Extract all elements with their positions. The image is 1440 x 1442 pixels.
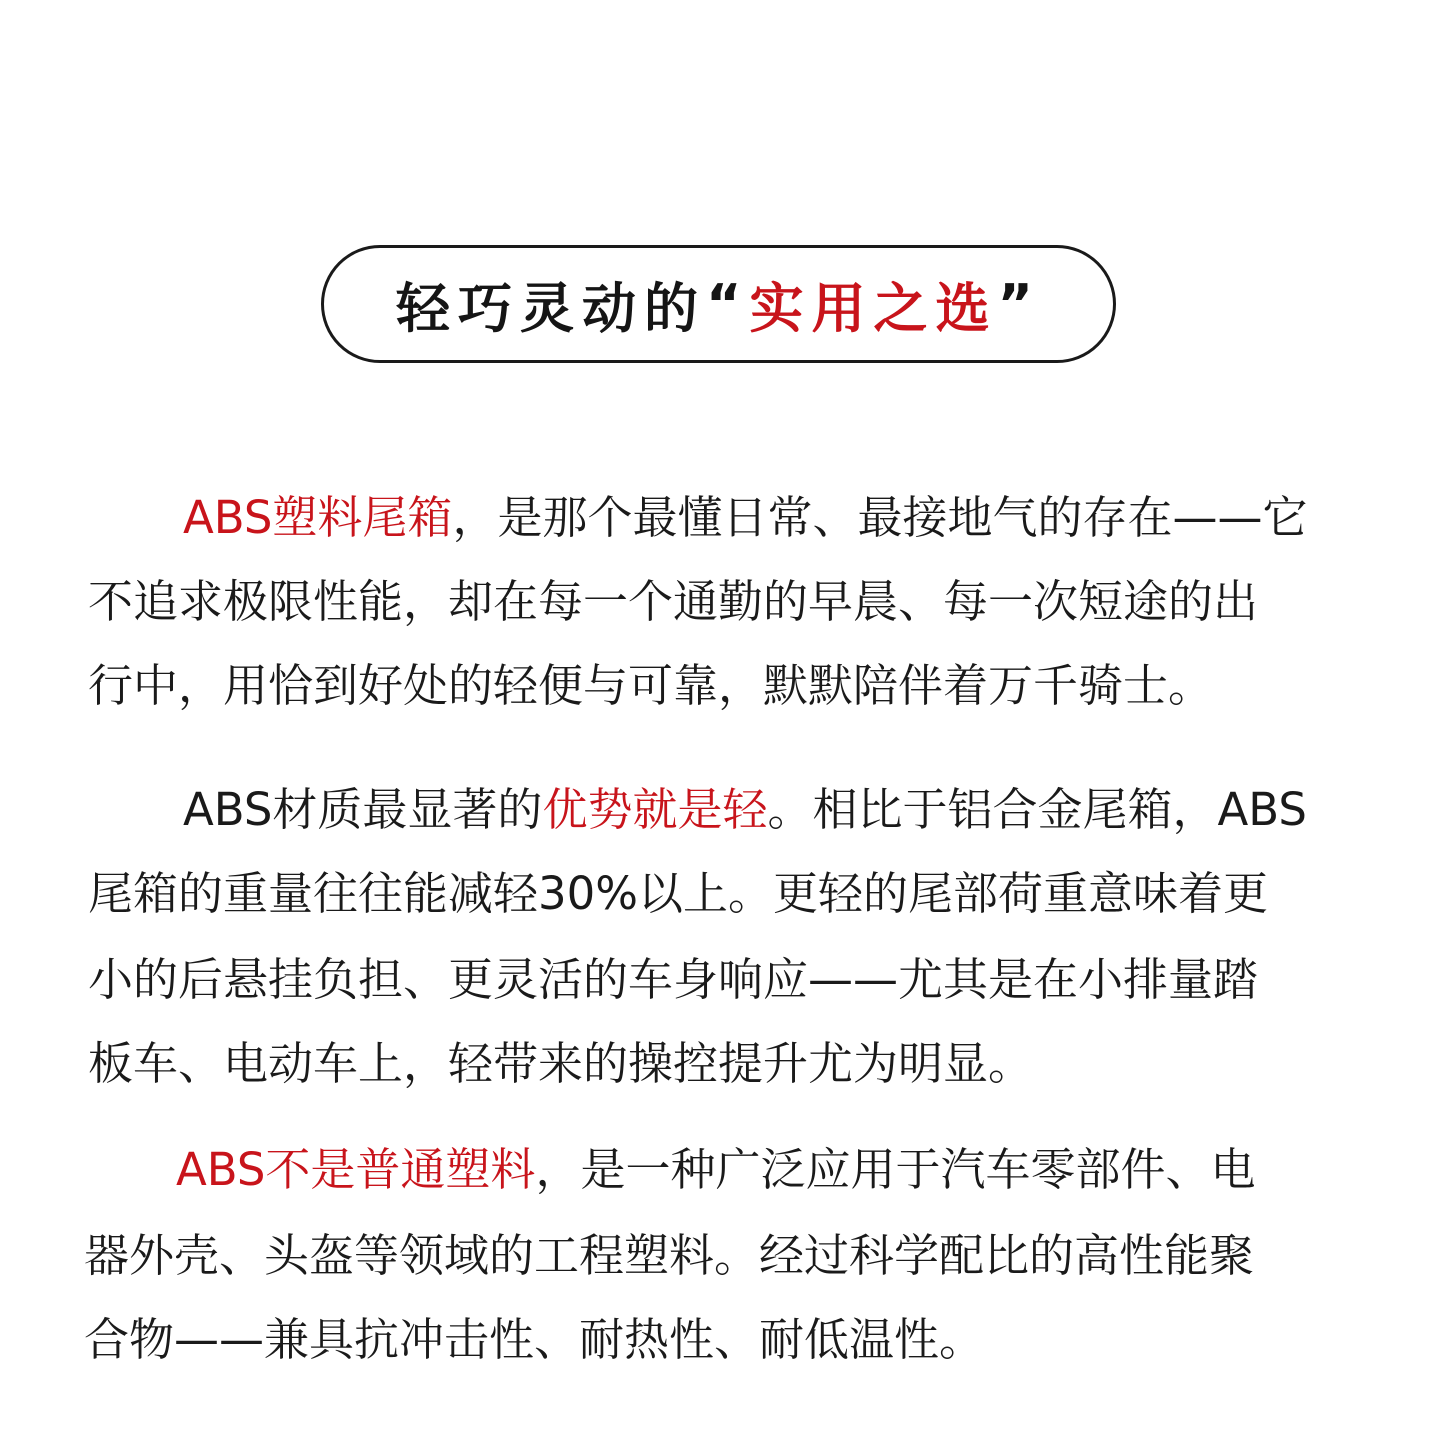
paragraph-2-line-4 xyxy=(88,1034,1033,1094)
paragraph-highlight: ABS不是普通塑料 xyxy=(176,1143,536,1196)
paragraph-text: ，是一种广泛应用于汽车零部件、电 xyxy=(535,1143,1256,1196)
paragraph-1-line-3 xyxy=(88,656,1213,716)
title-close-quote: ” xyxy=(997,272,1041,336)
paragraph-3-line-3 xyxy=(84,1310,984,1370)
paragraph-3-line-2 xyxy=(84,1226,1254,1286)
paragraph-3-line-1 xyxy=(176,1140,1255,1200)
paragraph-2-line-1 xyxy=(183,780,1307,840)
paragraph-text: 器外壳、头盔等领域的工程塑料。经过科学配比的高性能聚 xyxy=(84,1229,1255,1282)
paragraph-2-line-2 xyxy=(88,864,1268,924)
paragraph-1-line-2 xyxy=(88,572,1258,632)
paragraph-text: 。相比于铝合金尾箱，ABS xyxy=(767,783,1307,836)
paragraph-text: 尾箱的重量往往能减轻30%以上。更轻的尾部荷重意味着更 xyxy=(88,867,1269,920)
title-open-quote: “ xyxy=(706,272,750,336)
paragraph-2-line-3 xyxy=(88,950,1258,1010)
paragraph-text: 行中，用恰到好处的轻便与可靠，默默陪伴着万千骑士。 xyxy=(88,659,1214,712)
paragraph-text: 板车、电动车上，轻带来的操控提升尤为明显。 xyxy=(88,1037,1034,1090)
title-text: 轻巧灵动的 xyxy=(396,276,706,340)
paragraph-text: 不追求极限性能，却在每一个通勤的早晨、每一次短途的出 xyxy=(88,575,1259,628)
paragraph-text: ，是那个最懂日常、最接地气的存在——它 xyxy=(452,491,1308,544)
paragraph-1-line-1 xyxy=(183,488,1307,548)
title-highlight: 实用之选 xyxy=(749,276,998,340)
section-title-pill xyxy=(321,245,1116,363)
paragraph-highlight: ABS塑料尾箱 xyxy=(183,491,453,544)
paragraph-highlight: 优势就是轻 xyxy=(542,783,768,836)
paragraph-text: 小的后悬挂负担、更灵活的车身响应——尤其是在小排量踏 xyxy=(88,953,1259,1006)
paragraph-text: 合物——兼具抗冲击性、耐热性、耐低温性。 xyxy=(84,1313,985,1366)
paragraph-text: ABS材质最显著的 xyxy=(183,783,543,836)
